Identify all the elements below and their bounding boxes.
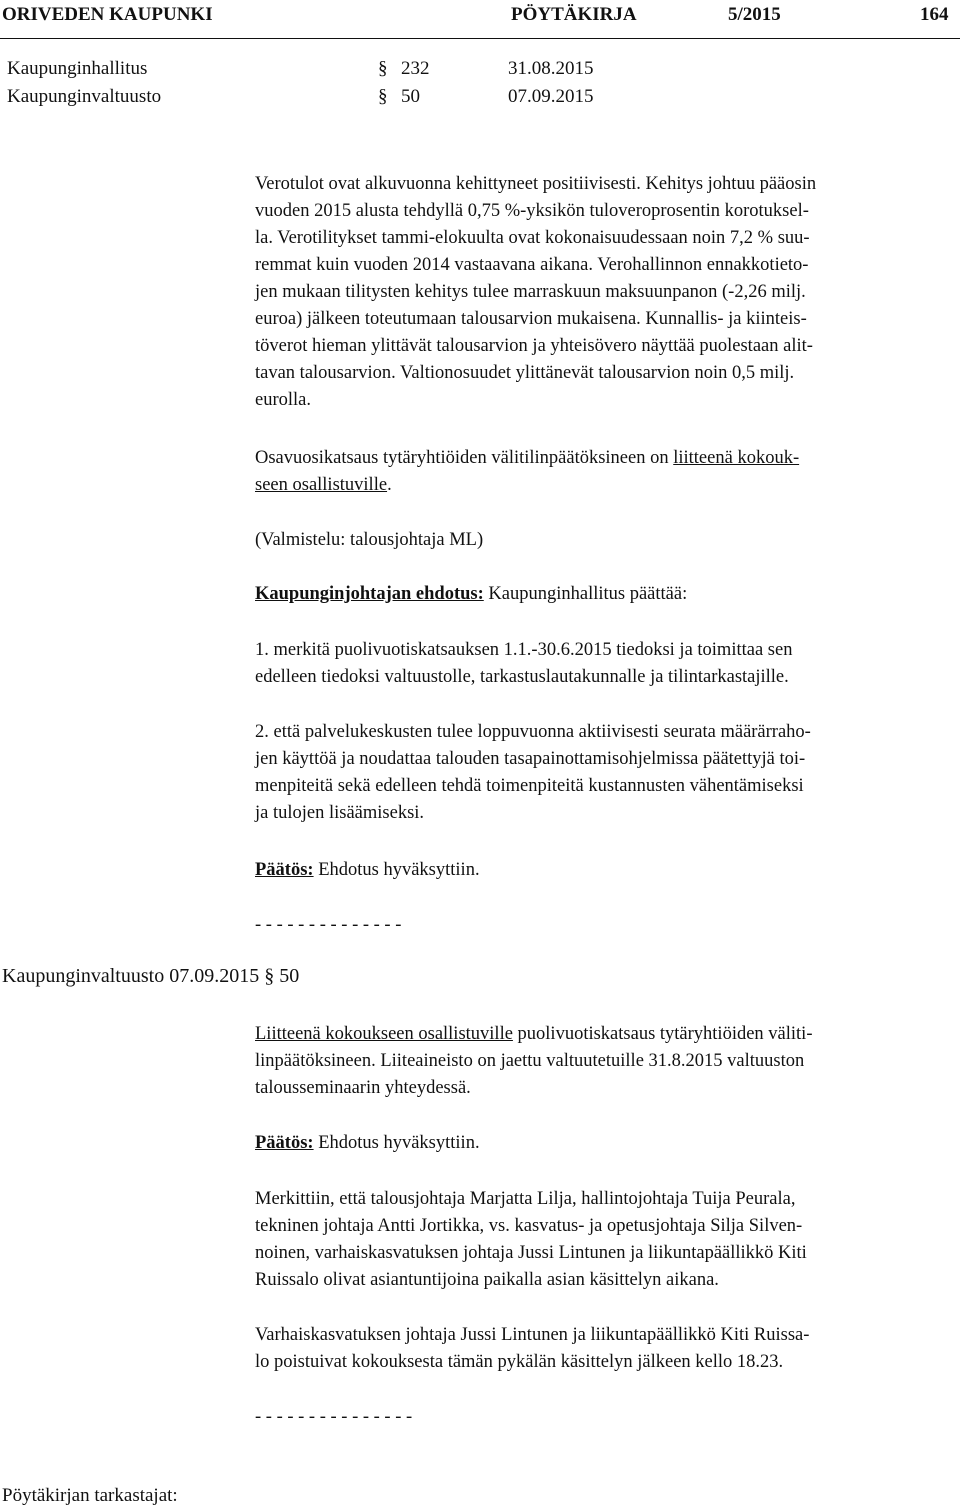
decision-label: Päätös: xyxy=(255,860,314,880)
city-name: ORIVEDEN KAUPUNKI xyxy=(2,4,213,25)
dashes-text: - - - - - - - - - - - - - - - xyxy=(255,1407,413,1427)
text-line: Varhaiskasvatuksen johtaja Jussi Lintunen ja liikuntapäällikkö Kiti Ruissa- xyxy=(255,1325,810,1345)
text-span: . xyxy=(387,475,392,495)
text-line: remmat kuin vuoden 2014 vastaavana aikana. Verohallinnon ennakkotieto- xyxy=(255,255,809,275)
issue-number: 5/2015 xyxy=(728,4,781,25)
attachment-link[interactable]: Liitteenä kokoukseen osallistuville xyxy=(255,1024,513,1044)
text-line: menpiteitä sekä edelleen tehdä toimenpiteitä kustannusten vähentämiseksi xyxy=(255,776,804,796)
attachment-link[interactable]: liitteenä kokouk- xyxy=(673,448,800,468)
proposal-text: Kaupunginhallitus päättää: xyxy=(483,584,688,604)
text-line: töverot hieman ylittävät talousarvion ja yhteisövero näyttää puolestaan alit- xyxy=(255,336,813,356)
meta-number-1: 232 xyxy=(401,58,430,79)
text-line: linpäätöksineen. Liiteaineisto on jaettu valtuutetuille 31.8.2015 valtuuston xyxy=(255,1051,805,1071)
decision-text: Ehdotus hyväksyttiin. xyxy=(313,1133,480,1153)
text-line: Ruissalo olivat asiantuntijoina paikalla asian käsittelyn aikana. xyxy=(255,1270,719,1290)
separator-dashes xyxy=(255,912,955,939)
meta-body-1: Kaupunginhallitus xyxy=(7,58,148,79)
text-line: 1. merkitä puolivuotiskatsauksen 1.1.-30.6.2015 tiedoksi ja toimittaa sen xyxy=(255,640,793,660)
meta-number-2: 50 xyxy=(401,86,420,107)
text-line: lo poistuivat kokouksesta tämän pykälän käsittelyn jälkeen kello 18.23. xyxy=(255,1352,784,1372)
text-line: euroa) jälkeen toteutumaan talousarvion mukaisena. Kunnallis- ja kiinteis- xyxy=(255,309,807,329)
paragraph-tax-revenue xyxy=(255,171,955,414)
dashes-text: - - - - - - - - - - - - - - xyxy=(255,915,402,935)
text-span: puolivuotiskatsaus tytäryhtiöiden väliti- xyxy=(512,1024,813,1044)
document-type: PÖYTÄKIRJA xyxy=(511,4,637,25)
text-line: jen käyttöä ja noudattaa talouden tasapainottamisohjelmissa päätettyjä toi- xyxy=(255,749,806,769)
decision-label: Päätös: xyxy=(255,1133,314,1153)
proposal-label: Kaupunginjohtajan ehdotus: xyxy=(255,584,484,604)
proposal-item-2 xyxy=(255,719,955,827)
text-line: la. Verotilitykset tammi-elokuulta ovat kokonaisuudessaan noin 7,2 % suu- xyxy=(255,228,810,248)
page-number: 164 xyxy=(920,4,949,25)
meta-date-2: 07.09.2015 xyxy=(508,86,594,107)
separator-dashes-end xyxy=(255,1404,955,1431)
text-line: Merkittiin, että talousjohtaja Marjatta Lilja, hallintojohtaja Tuija Peurala, xyxy=(255,1189,796,1209)
preparation-note xyxy=(255,527,955,554)
text-line: tavan talousarvion. Valtionosuudet ylittänevät talousarvion noin 0,5 milj. xyxy=(255,363,795,383)
text-line: vuoden 2015 alusta tehdyllä 0,75 %-yksikön tuloveroprosentin korotuksel- xyxy=(255,201,809,221)
proposal-item-1 xyxy=(255,637,955,691)
text-line: ja tulojen lisäämiseksi. xyxy=(255,803,425,823)
header-rule xyxy=(0,38,960,39)
text-line: jen mukaan tilitysten kehitys tulee marraskuun maksuunpanon (-2,26 milj. xyxy=(255,282,806,302)
experts-paragraph xyxy=(255,1186,955,1294)
text-span: Osavuosikatsaus tytäryhtiöiden välitilinpäätöksineen on xyxy=(255,448,674,468)
council-attachment-paragraph xyxy=(255,1021,955,1102)
council-section-label: Kaupunginvaltuusto 07.09.2015 § 50 xyxy=(2,965,300,987)
meta-body-2: Kaupunginvaltuusto xyxy=(7,86,162,107)
decision-text: Ehdotus hyväksyttiin. xyxy=(313,860,480,880)
text-line: Verotulot ovat alkuvuonna kehittyneet positiivisesti. Kehitys johtuu pääosin xyxy=(255,174,817,194)
decision-1 xyxy=(255,857,955,884)
section-sign-1: § xyxy=(378,58,388,79)
text-line: talousseminaarin yhteydessä. xyxy=(255,1078,471,1098)
minutes-checkers-label: Pöytäkirjan tarkastajat: xyxy=(2,1485,178,1506)
preparation-text: (Valmistelu: talousjohtaja ML) xyxy=(255,530,484,550)
text-line: noinen, varhaiskasvatuksen johtaja Jussi Lintunen ja liikuntapäällikkö Kiti xyxy=(255,1243,807,1263)
mayor-proposal xyxy=(255,581,955,608)
text-line: eurolla. xyxy=(255,390,311,410)
decision-2 xyxy=(255,1130,955,1157)
meta-date-1: 31.08.2015 xyxy=(508,58,594,79)
text-line: edelleen tiedoksi valtuustolle, tarkastuslautakunnalle ja tilintarkastajille. xyxy=(255,667,789,687)
attachment-link[interactable]: seen osallistuville xyxy=(255,475,388,495)
departure-paragraph xyxy=(255,1322,955,1376)
text-line: tekninen johtaja Antti Jortikka, vs. kasvatus- ja opetusjohtaja Silja Silven- xyxy=(255,1216,803,1236)
text-line: 2. että palvelukeskusten tulee loppuvuonna aktiivisesti seurata määrärraho- xyxy=(255,722,811,742)
section-sign-2: § xyxy=(378,86,388,107)
paragraph-attachment-note xyxy=(255,445,955,499)
